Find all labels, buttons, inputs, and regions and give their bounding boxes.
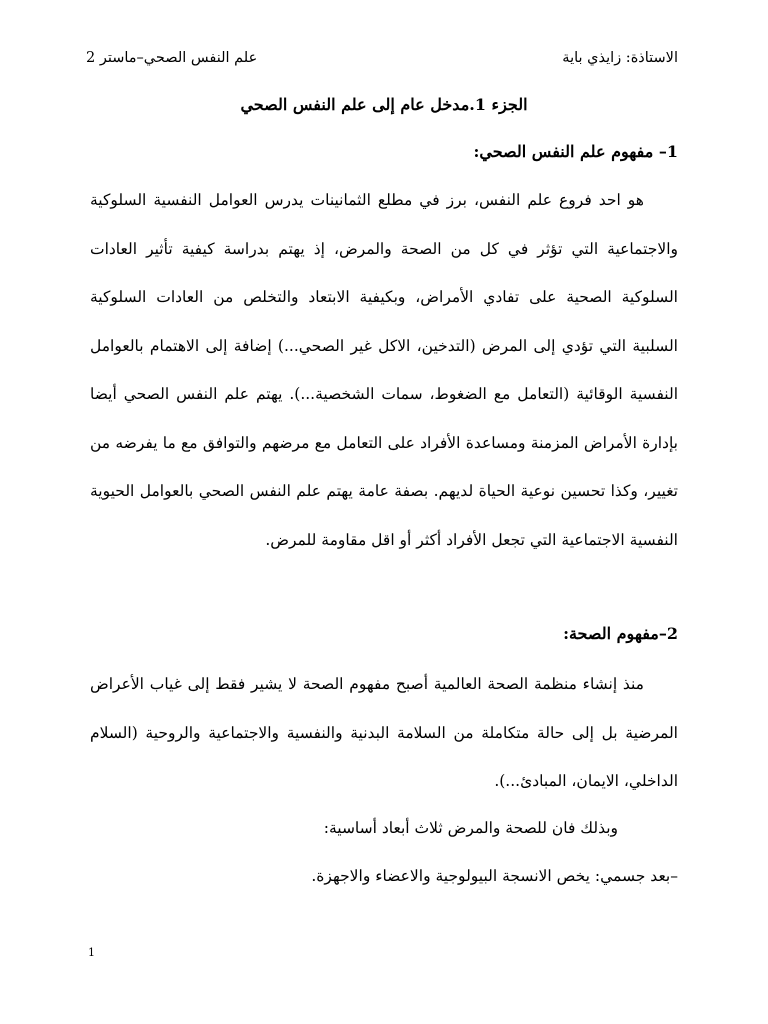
page-header <box>86 46 678 70</box>
physical-dimension-item: –بعد جسمي: يخص الانسجة البيولوجية والاعضاء والاجهزة. <box>311 867 678 885</box>
dimensions-intro: وبذلك فان للصحة والمرض ثلاث أبعاد أساسية: <box>323 819 618 837</box>
page-title: الجزء 1.مدخل عام إلى علم النفس الصحي <box>240 95 528 114</box>
instructor-name: الاستاذة: زايذي باية <box>562 50 678 66</box>
section-2-heading: 2–مفهوم الصحة: <box>563 624 678 643</box>
section-1-heading: 1– مفهوم علم النفس الصحي: <box>473 142 678 161</box>
section-2-paragraph: منذ إنشاء منظمة الصحة العالمية أصبح مفهوم الصحة لا يشير فقط إلى غياب الأعراض المرضية بل إلى حالة متكاملة من السلامة البدنية والنفسية والاجتماعية والروحية (السلام الداخلي، الايمان، المبادئ...). <box>90 675 678 790</box>
course-name: علم النفس الصحي–ماستر 2 <box>86 50 258 66</box>
page-number: 1 <box>88 946 95 959</box>
section-1-paragraph: هو احد فروع علم النفس، برز في مطلع الثمانينات يدرس العوامل النفسية السلوكية والاجتماعية التي تؤثر في كل من الصحة والمرض، إذ يهتم بدراسة كيفية تأثير العادات السلوكية الصحية على تفادي الأمراض، وبكيفية الابتعاد والتخلص من العادات السلوكية السلبية التي تؤدي إلى المرض (التدخين، الاكل غير الصحي...) إضافة إلى الاهتمام بالعوامل النفسية الوقائية (التعامل مع الضغوط، سمات الشخصية...). يهتم علم النفس الصحي أيضا بإدارة الأمراض المزمنة ومساعدة الأفراد على التعامل مع مرضهم والتوافق مع ما يفرضه من تغيير، وكذا تحسين نوعية الحياة لديهم. بصفة عامة يهتم علم النفس الصحي بالعوامل الحيوية النفسية الاجتماعية التي تجعل الأفراد أكثر أو اقل مقاومة للمرض. <box>90 191 678 549</box>
